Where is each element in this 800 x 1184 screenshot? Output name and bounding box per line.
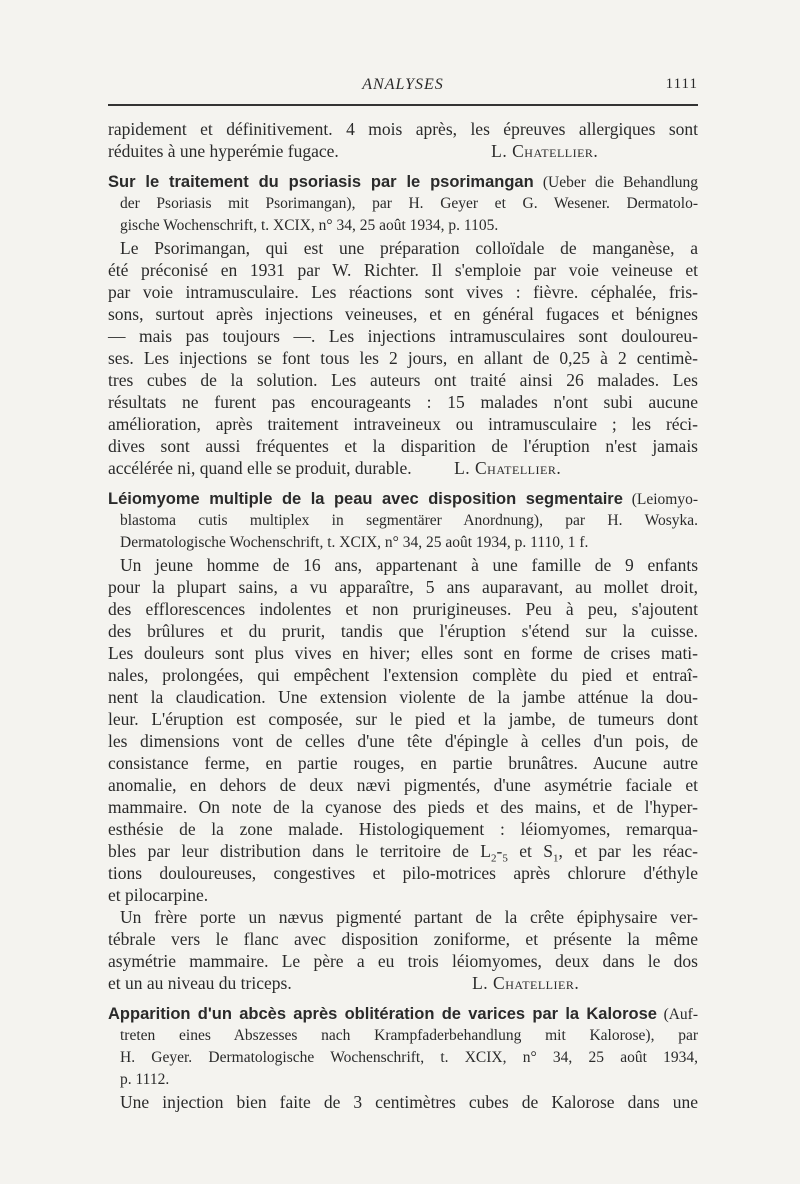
text-line: des brûlures et du prurit, tandis que l'éruption s'étend sur la cuisse.	[108, 621, 698, 641]
signature: L. Chatellier.	[454, 458, 562, 478]
text-line: Le Psorimangan, qui est une préparation colloïdale de manganèse, a	[120, 238, 698, 258]
text-line: esthésie de la zone malade. Histologiquement : léiomyomes, remarqua-	[108, 819, 698, 839]
reference-line: der Psoriasis mit Psorimangan), par H. Geyer et G. Wesener. Dermatolo-	[120, 195, 698, 212]
article-psorimangan	[108, 171, 698, 479]
text-line: anomalie, en dehors de deux nævi pigmentés, d'une asymétrie faciale et	[108, 775, 698, 795]
article-title: Sur le traitement du psoriasis par le psorimangan	[108, 173, 534, 191]
reference-line: gische Wochenschrift, t. XCIX, n° 34, 25 août 1934, p. 1105.	[120, 217, 499, 234]
article-continuation	[108, 118, 698, 162]
signature: L. Chatellier.	[472, 973, 580, 993]
text-line: asymétrie mammaire. Le père a eu trois léiomyomes, deux dans le dos	[108, 951, 698, 971]
text-line: tres cubes de la solution. Les auteurs ont traité ainsi 26 malades. Les	[108, 370, 698, 390]
text-line: Une injection bien faite de 3 centimètres cubes de Kalorose dans une	[120, 1092, 698, 1112]
text-line: réduites à une hyperémie fugace. L. Chatellier.	[108, 141, 599, 161]
reference-line: p. 1112.	[120, 1071, 170, 1088]
text-line: par voie intramusculaire. Les réactions sont vives : fièvre. céphalée, fris-	[108, 282, 698, 302]
text-line: résultats ne furent pas encourageants : 15 malades n'ont subi aucune	[108, 392, 698, 412]
text-line: — mais pas toujours —. Les injections intramusculaires sont douloureu-	[108, 326, 698, 346]
article-title-line: Apparition d'un abcès après oblitération de varices par la Kalorose (Auf-	[108, 1005, 698, 1023]
page-header	[108, 76, 698, 100]
reference-line: H. Geyer. Dermatologische Wochenschrift, t. XCIX, n° 34, 25 août 1934,	[120, 1049, 698, 1066]
text-line: bles par leur distribution dans le territoire de $L_2-_5$ et $S_1$, et par les réac-	[108, 841, 698, 865]
text-line: dives sont aussi fréquentes et la disparition de l'éruption n'est jamais	[108, 436, 698, 456]
text-line: des efflorescences indolentes et non prurigineuses. Peu à peu, s'ajoutent	[108, 599, 698, 619]
text-line: Un frère porte un nævus pigmenté partant de la crête épiphysaire ver-	[120, 907, 698, 927]
text-line: et un au niveau du triceps. L. Chatellier.	[108, 973, 580, 993]
article-leiomyome	[108, 488, 698, 994]
text-line: leur. L'éruption est composée, sur le pied et la jambe, de tumeurs dont	[108, 709, 698, 729]
reference-line: blastoma cutis multiplex in segmentärer Anordnung), par H. Wosyka.	[120, 512, 698, 529]
reference-line: treten eines Abszesses nach Krampfaderbehandlung mit Kalorose), par	[120, 1027, 698, 1044]
text-line: Les douleurs sont plus vives en hiver; elles sont en forme de crises mati-	[108, 643, 698, 663]
text-line: et pilocarpine.	[108, 885, 209, 905]
text-line: mammaire. On note de la cyanose des pieds et des mains, et de l'hyper-	[108, 797, 698, 817]
text-line: sons, surtout après injections veineuses, et en général fugaces et bénignes	[108, 304, 698, 324]
text-line: accélérée ni, quand elle se produit, durable. L. Chatellier.	[108, 458, 562, 478]
text-line: rapidement et définitivement. 4 mois après, les épreuves allergiques sont	[108, 119, 698, 139]
text-line: nales, prolongées, qui empêchent l'extension complète du pied et entraî-	[108, 665, 698, 685]
article-title-line: Léiomyome multiple de la peau avec disposition segmentaire (Leiomyo-	[108, 490, 698, 508]
text-line: nent la claudication. Une extension violente de la jambe atténue la dou-	[108, 687, 698, 707]
text-line: les dimensions vont de celles d'une tête d'épingle à celles d'un pois, de	[108, 731, 698, 751]
text-line: tébrale vers le flanc avec disposition zoniforme, et présente la même	[108, 929, 698, 949]
article-title: Léiomyome multiple de la peau avec disposition segmentaire	[108, 490, 623, 508]
article-kalorose	[108, 1003, 698, 1113]
text-line: consistance ferme, en partie rouges, en partie brunâtres. Aucune autre	[108, 753, 698, 773]
page-number: 1111	[665, 76, 698, 92]
article-title: Apparition d'un abcès après oblitération de varices par la Kalorose	[108, 1005, 657, 1023]
running-title: ANALYSES	[362, 76, 444, 93]
reference-line: Dermatologische Wochenschrift, t. XCIX, n° 34, 25 août 1934, p. 1110, 1 f.	[120, 534, 589, 551]
text-line: pour la plupart sains, a vu apparaître, 5 ans auparavant, au mollet droit,	[108, 577, 698, 597]
page-body	[108, 118, 698, 1113]
text-line: amélioration, après traitement intraveineux ou intramusculaire ; les réci-	[108, 414, 698, 434]
header-rule	[108, 104, 698, 106]
text-line: ses. Les injections se font tous les 2 jours, en allant de 0,25 à 2 centimè-	[108, 348, 698, 368]
text-line: tions douloureuses, congestives et pilo-motrices après chlorure d'éthyle	[108, 863, 698, 883]
text-line: Un jeune homme de 16 ans, appartenant à une famille de 9 enfants	[120, 555, 698, 575]
signature: L. Chatellier.	[491, 141, 599, 161]
text-line: été préconisé en 1931 par W. Richter. Il s'emploie par voie veineuse et	[108, 260, 698, 280]
article-title-line: Sur le traitement du psoriasis par le psorimangan (Ueber die Behandlung	[108, 173, 698, 191]
